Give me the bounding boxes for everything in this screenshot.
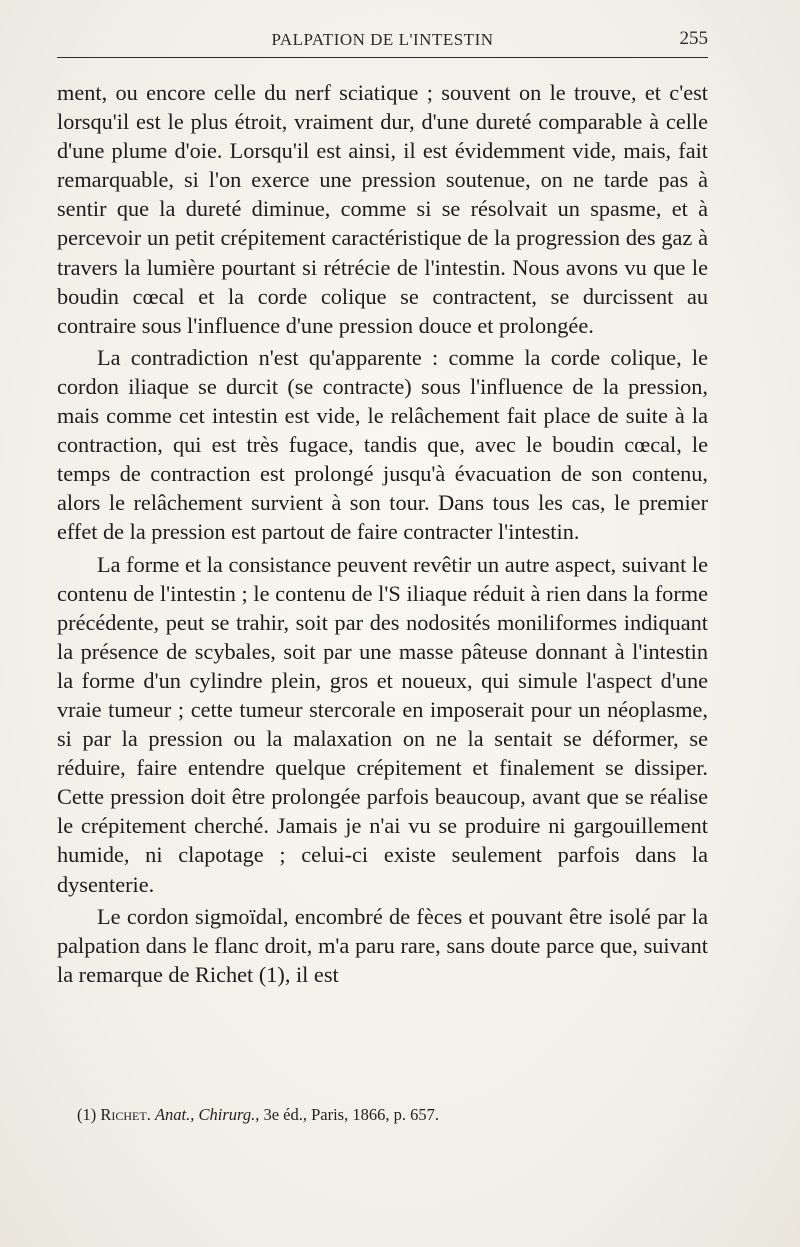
- paragraph-4: Le cordon sigmoïdal, encombré de fèces et pouvant être isolé par la palpation dans le flanc droit, m'a paru rare, sans doute parce que, suivant la remarque de Richet (1), il est: [57, 903, 708, 987]
- footnote-details: , 3e éd., Paris, 1866, p. 657.: [255, 1105, 439, 1124]
- footnote-work: Anat., Chirurg.: [154, 1105, 256, 1124]
- paragraph-1: ment, ou encore celle du nerf sciatique ; souvent on le trouve, et c'est lorsqu'il est le plus étroit, vraiment dur, d'une dureté comparable à celle d'une plume d'oie. Lorsqu'il est ainsi, il est évidemment vide, mais, fait remarquable, si l'on exerce une pression soutenue, on ne tarde pas à sentir que la dureté diminue, comme si se résolvait un spasme, et à percevoir un petit crépitement caractéristique de la progression des gaz à travers la lumière pourtant si rétrécie de l'intestin. Nous avons vu que le boudin cœcal et la corde colique se contractent, se durcissent au contraire sous l'influence d'une pression douce et prolongée.: [57, 80, 708, 338]
- footnote-marker: (1): [77, 1105, 97, 1124]
- footnote-author: Richet.: [100, 1105, 151, 1124]
- running-title: PALPATION DE L'INTESTIN: [271, 30, 494, 49]
- page-number: 255: [679, 28, 708, 49]
- paragraph-2: La contradiction n'est qu'apparente : comme la corde colique, le cordon iliaque se durcit (se contracte) sous l'influence de la pression, mais comme cet intestin est vide, le relâchement fait place de suite à la contraction, qui est très fugace, tandis que, avec le boudin cœcal, le temps de contraction est prolongé jusqu'à évacuation de son contenu, alors le relâchement survient à son tour. Dans tous les cas, le premier effet de la pression est partout de faire contracter l'intestin.: [57, 344, 708, 545]
- paragraph-3: La forme et la consistance peuvent revêtir un autre aspect, suivant le contenu de l'intestin ; le contenu de l'S iliaque réduit à rien dans la forme précédente, peut se trahir, soit par des nodosités moniliformes indiquant la présence de scybales, soit par une masse pâteuse donnant à l'intestin la forme d'un cylindre plein, gros et noueux, qui simule l'aspect d'une vraie tumeur ; cette tumeur stercorale en imposerait pour un néoplasme, si par la pression ou la malaxation on ne la sentait se déformer, se réduire, faire entendre quelque crépitement et finalement se dissiper. Cette pression doit être prolongée parfois beaucoup, avant que se réalise le crépitement cherché. Jamais je n'ai vu se produire ni gargouillement humide, ni clapotage ; celui-ci existe seulement parfois dans la dysenterie.: [57, 551, 708, 897]
- body-text: [57, 78, 708, 989]
- footnote: [57, 1104, 708, 1126]
- running-header: [57, 27, 708, 58]
